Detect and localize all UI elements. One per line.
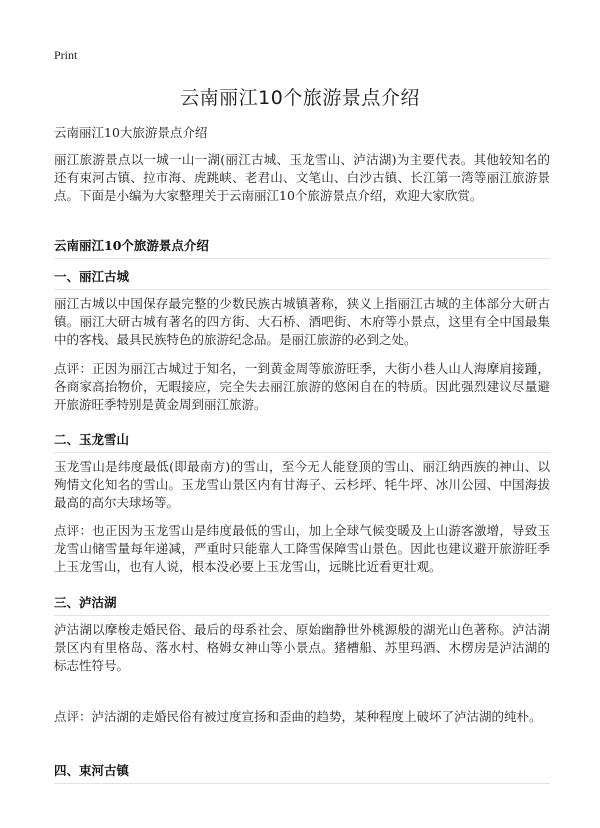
divider	[54, 258, 550, 259]
section-1-body: 丽江古城以中国保存最完整的少数民族古城镇著称，狭义上指丽江古城的主体部分大研古镇。丽江大研古城有著名的四方街、大石桥、酒吧街、木府等小景点，这里有全中国最集中的客栈、最具民族特色的旅游纪念品。是丽江旅游的必到之处。	[54, 296, 550, 347]
section-1-comment: 点评：正因为丽江古城过于知名，一到黄金周等旅游旺季，大街小巷人山人海摩肩接踵，各商家高抬物价，无暇接应，完全失去丽江旅游的悠闲自在的特质。因此强烈建议尽量避开旅游旺季特别是黄金周到丽江旅游。	[54, 361, 550, 412]
divider	[54, 783, 550, 784]
section-heading: 云南丽江10个旅游景点介绍	[54, 238, 209, 253]
intro-paragraph: 丽江旅游景点以一城一山一湖(丽江古城、玉龙雪山、泸沽湖)为主要代表。其他较知名的还有束河古镇、拉市海、虎跳峡、老君山、文笔山、白沙古镇、长江第一湾等丽江旅游景点。下面是小编为大家整理关于云南丽江10个旅游景点介绍，欢迎大家欣赏。	[54, 152, 550, 203]
section-3-heading: 三、泸沽湖	[54, 595, 117, 610]
section-3-body: 泸沽湖以摩梭走婚民俗、最后的母系社会、原始幽静世外桃源般的湖光山色著称。泸沽湖景区内有里格岛、落水村、格姆女神山等小景点。猪槽船、苏里玛酒、木楞房是泸沽湖的标志性符号。	[54, 622, 550, 673]
print-link[interactable]: Print	[54, 48, 78, 62]
section-2-heading: 二、玉龙雪山	[54, 432, 130, 447]
divider	[54, 289, 550, 290]
section-3-comment: 点评：泸沽湖的走婚民俗有被过度宣扬和歪曲的趋势，某种程度上破坏了泸沽湖的纯朴。	[54, 709, 542, 724]
section-4-heading: 四、束河古镇	[54, 763, 130, 778]
section-2-comment: 点评：也正因为玉龙雪山是纬度最低的雪山，加上全球气候变暖及上山游客激增，导致玉龙雪山储雪量每年递减，严重时只能靠人工降雪保障雪山景色。因此也建议避开旅游旺季上玉龙雪山，也有人说，根本没必要上玉龙雪山，远眺比近看更壮观。	[54, 523, 550, 574]
page-title: 云南丽江10个旅游景点介绍	[180, 87, 420, 109]
section-2-body: 玉龙雪山是纬度最低(即最南方)的雪山，至今无人能登顶的雪山、丽江纳西族的神山、以殉情文化知名的雪山。玉龙雪山景区内有甘海子、云杉坪、牦牛坪、冰川公园、中国海拔最高的高尔夫球场等。	[54, 459, 550, 510]
article-subtitle: 云南丽江10大旅游景点介绍	[54, 125, 208, 140]
section-1-heading: 一、丽江古城	[54, 269, 130, 284]
divider	[54, 452, 550, 453]
divider	[54, 615, 550, 616]
